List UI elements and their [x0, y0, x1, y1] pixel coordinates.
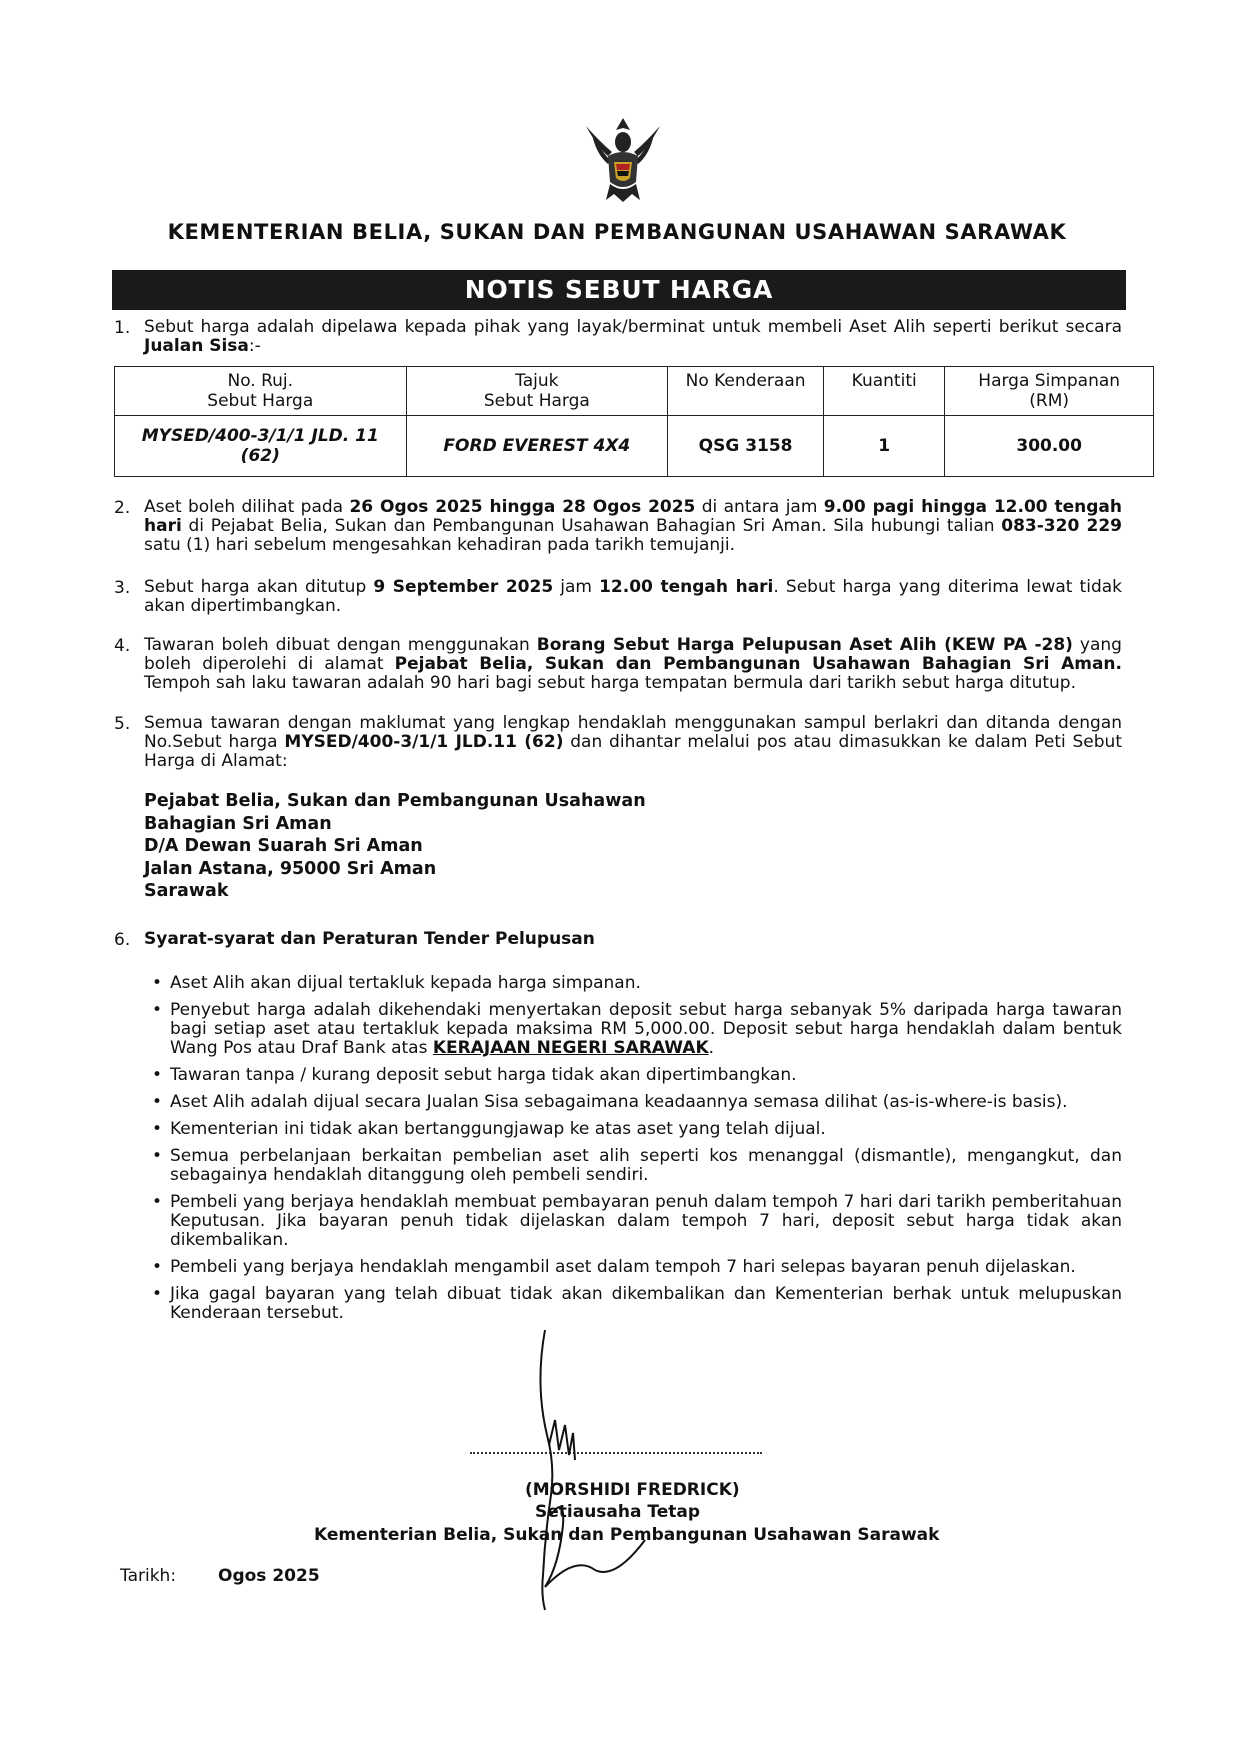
cell-ref: MYSED/400-3/1/1 JLD. 11 (62)	[115, 416, 407, 477]
address-block	[144, 790, 646, 903]
address-line: Bahagian Sri Aman	[144, 813, 332, 834]
sarawak-crest-icon	[578, 108, 668, 208]
list-item: • Kementerian ini tidak akan bertanggungjawap ke atas aset yang telah dijual.	[160, 1120, 1122, 1139]
header-qty: Kuantiti	[824, 367, 945, 416]
para-1-number: 1.	[114, 318, 131, 338]
date-value: Ogos 2025	[218, 1566, 320, 1586]
para-5-number: 5.	[114, 714, 131, 734]
list-item: • Pembeli yang berjaya hendaklah mengambil aset dalam tempoh 7 hari selepas bayaran penuh dijelaskan.	[160, 1258, 1122, 1277]
list-item: • Pembeli yang berjaya hendaklah membuat pembayaran penuh dalam tempoh 7 hari dari tarikh pemberitahuan Keputusan. Jika bayaran penuh tidak dijelaskan dalam tempoh 7 hari, deposit sebut harga tidak akan dikembalikan.	[160, 1193, 1122, 1250]
para-4-number: 4.	[114, 636, 131, 656]
date-label: Tarikh:	[120, 1566, 177, 1586]
list-item: • Aset Alih adalah dijual secara Jualan Sisa sebagaimana keadaannya semasa dilihat (as-is-where-is basis).	[160, 1093, 1122, 1112]
para-3: Sebut harga akan ditutup 9 September 2025 jam 12.00 tengah hari. Sebut harga yang diterima lewat tidak akan dipertimbangkan.	[144, 577, 1123, 616]
para-4: Tawaran boleh dibuat dengan menggunakan Borang Sebut Harga Pelupusan Aset Alih (KEW PA -28) yang boleh diperolehi di alamat Pejabat Belia, Sukan dan Pembangunan Usahawan Bahagian Sri Aman. Tempoh sah laku tawaran adalah 90 hari bagi sebut harga tempatan bermula dari tarikh sebut harga ditutup.	[144, 635, 1122, 693]
signatory-title: Setiausaha Tetap	[535, 1502, 701, 1522]
header-ref: No. Ruj. Sebut Harga	[115, 367, 407, 416]
header-price: Harga Simpanan (RM)	[945, 367, 1154, 416]
asset-table	[114, 366, 1154, 477]
notice-banner: NOTIS SEBUT HARGA	[112, 270, 1126, 310]
para-2-number: 2.	[114, 498, 131, 518]
cell-qty: 1	[824, 416, 945, 477]
cell-price: 300.00	[945, 416, 1154, 477]
header-title: Tajuk Sebut Harga	[406, 367, 668, 416]
address-line: Jalan Astana, 95000 Sri Aman	[144, 858, 437, 879]
table-row	[115, 416, 1154, 477]
list-item: • Aset Alih akan dijual tertakluk kepada harga simpanan.	[160, 974, 1122, 993]
terms-list	[160, 974, 1122, 1331]
address-line: D/A Dewan Suarah Sri Aman	[144, 836, 423, 856]
header-vehicle: No Kenderaan	[668, 367, 824, 416]
signatory-organisation: Kementerian Belia, Sukan dan Pembangunan Usahawan Sarawak	[314, 1525, 940, 1545]
para-5: Semua tawaran dengan maklumat yang lengkap hendaklah menggunakan sampul berlakri dan ditanda dengan No.Sebut harga MYSED/400-3/1/1 JLD.11 (62) dan dihantar melalui pos atau dimasukkan ke dalam Peti Sebut Harga di Alamat:	[144, 713, 1122, 771]
list-item: • Penyebut harga adalah dikehendaki menyertakan deposit sebut harga sebanyak 5% daripada harga tawaran bagi setiap aset atau tertakluk kepada maksima RM 5,000.00. Deposit sebut harga hendaklah dalam bentuk Wang Pos atau Draf Bank atas KERAJAAN NEGERI SARAWAK.	[160, 1001, 1122, 1058]
list-item: • Jika gagal bayaran yang telah dibuat tidak akan dikembalikan dan Kementerian berhak untuk melupuskan Kenderaan tersebut.	[160, 1285, 1122, 1323]
list-item: • Tawaran tanpa / kurang deposit sebut harga tidak akan dipertimbangkan.	[160, 1066, 1122, 1085]
handwritten-signature-icon	[515, 1325, 665, 1615]
cell-title: FORD EVEREST 4X4	[406, 416, 668, 477]
para-6-heading: Syarat-syarat dan Peraturan Tender Pelupusan	[144, 929, 595, 949]
address-line: Sarawak	[144, 881, 229, 901]
para-3-number: 3.	[114, 578, 131, 598]
signatory-name: (MORSHIDI FREDRICK)	[525, 1480, 740, 1500]
para-1: Sebut harga adalah dipelawa kepada pihak yang layak/berminat untuk membeli Aset Alih seperti berikut secara Jualan Sisa:-	[144, 317, 1122, 356]
cell-vehicle: QSG 3158	[668, 416, 824, 477]
table-header-row	[115, 367, 1154, 416]
para-2: Aset boleh dilihat pada 26 Ogos 2025 hingga 28 Ogos 2025 di antara jam 9.00 pagi hingga 12.00 tengah hari di Pejabat Belia, Sukan dan Pembangunan Usahawan Bahagian Sri Aman. Sila hubungi talian 083-320 229 satu (1) hari sebelum mengesahkan kehadiran pada tarikh temujanji.	[144, 497, 1122, 555]
ministry-heading: KEMENTERIAN BELIA, SUKAN DAN PEMBANGUNAN USAHAWAN SARAWAK	[167, 220, 1067, 244]
para-6-number: 6.	[114, 930, 131, 950]
address-line: Pejabat Belia, Sukan dan Pembangunan Usahawan	[144, 791, 646, 811]
list-item: • Semua perbelanjaan berkaitan pembelian aset alih seperti kos menanggal (dismantle), mengangkut, dan sebagainya hendaklah ditanggung oleh pembeli sendiri.	[160, 1147, 1122, 1185]
